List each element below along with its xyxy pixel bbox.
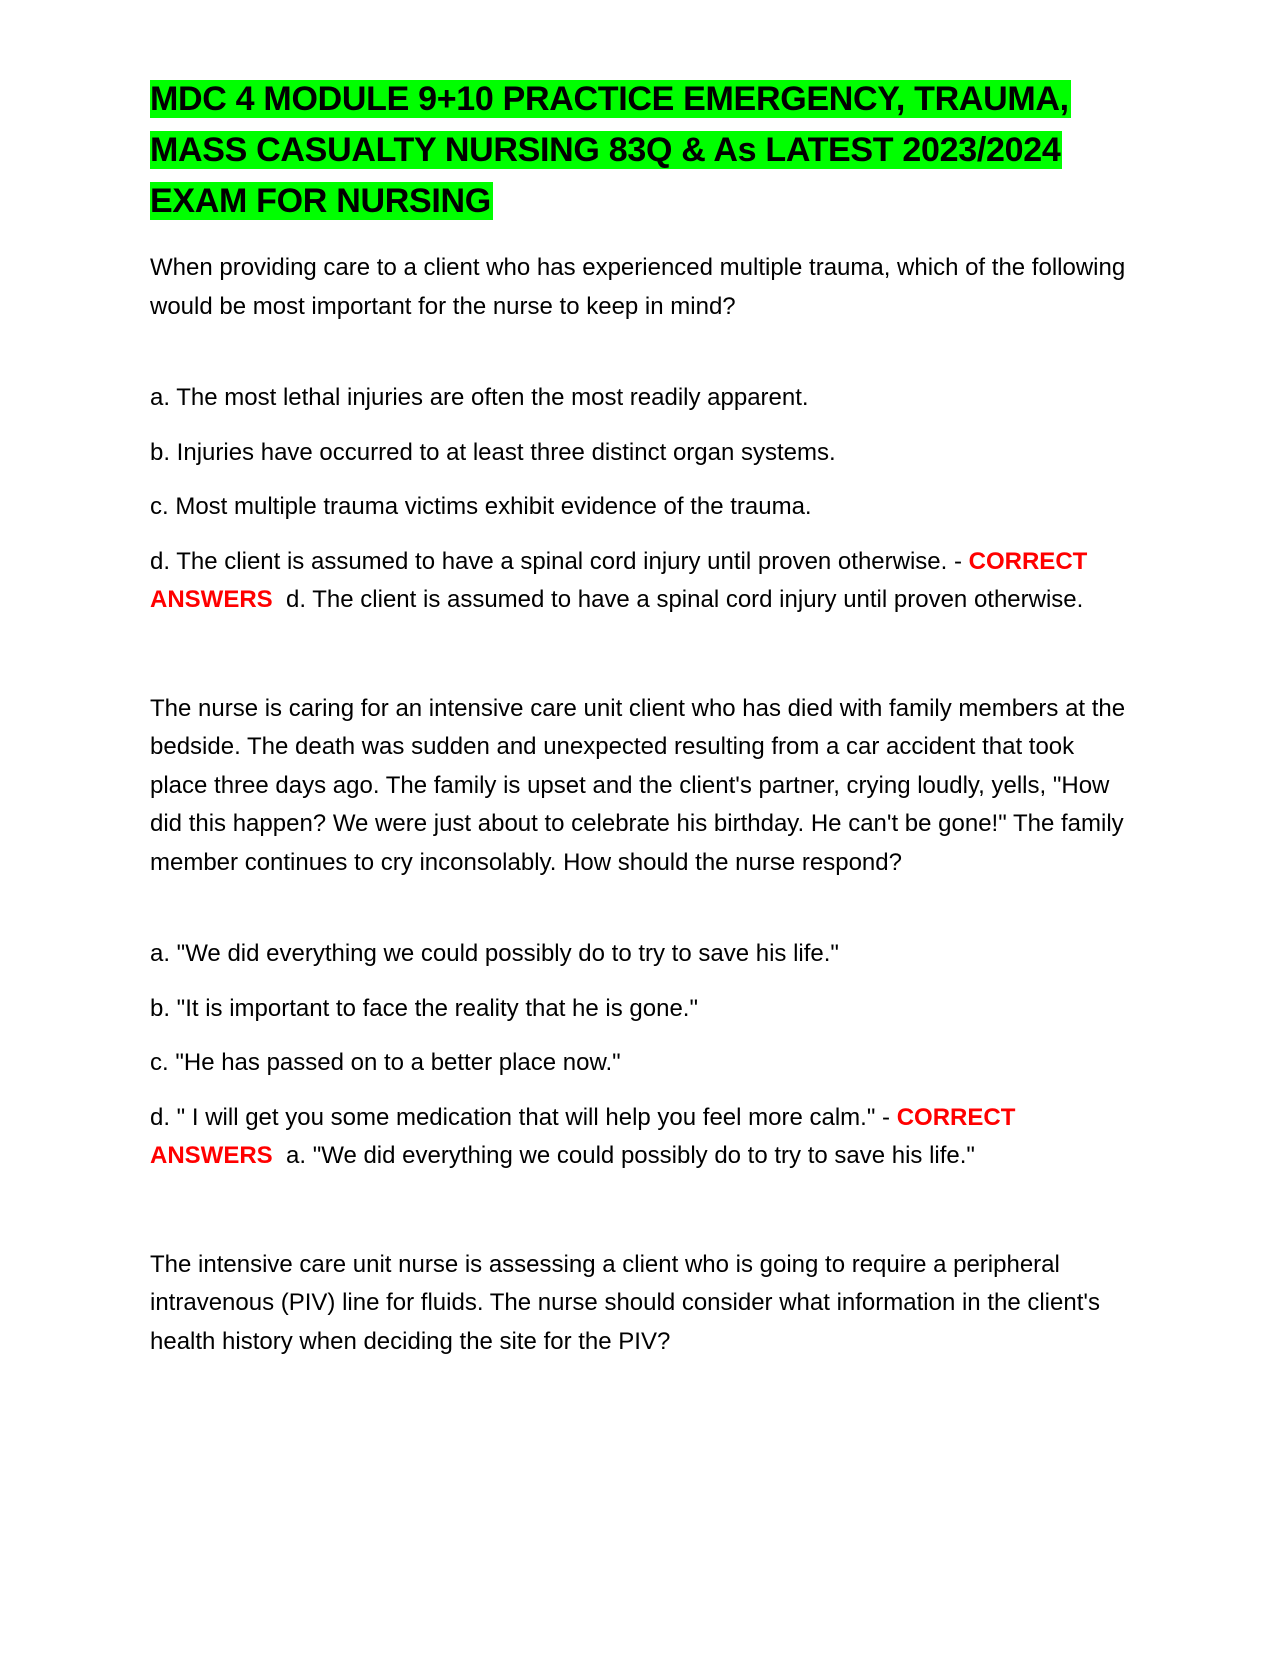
question-1-option-a: a. The most lethal injuries are often the most readily apparent.	[150, 384, 809, 411]
question-3-stem: The intensive care unit nurse is assessing a client who is going to require a peripheral intravenous (PIV) line for fluids. The nurse should consider what information in the client's health history when deciding the site for the PIV?	[150, 1250, 1100, 1355]
document-page	[150, 74, 1130, 1361]
question-2-option-c: c. "He has passed on to a better place now."	[150, 1049, 621, 1076]
question-1-stem: When providing care to a client who has experienced multiple trauma, which of the following would be most important for the nurse to keep in mind?	[150, 254, 1126, 320]
question-1-option-d-text: d. The client is assumed to have a spinal cord injury until proven otherwise. -	[150, 547, 962, 575]
question-2-option-d-text: d. " I will get you some medication that will help you feel more calm." -	[150, 1103, 891, 1131]
question-2-stem: The nurse is caring for an intensive care unit client who has died with family members at the bedside. The death was sudden and unexpected resulting from a car accident that took place three days ago. The family is upset and the client's partner, crying loudly, yells, "How did this happen? We were just about to celebrate his birthday. He can't be gone!" The family member continues to cry inconsolably. How should the nurse respond?	[150, 694, 1126, 876]
question-1-answer: d. The client is assumed to have a spinal cord injury until proven otherwise.	[286, 586, 1084, 613]
question-2-option-b: b. "It is important to face the reality that he is gone."	[150, 994, 698, 1022]
question-2-option-d	[150, 1099, 1130, 1176]
title-highlight: MDC 4 MODULE 9+10 PRACTICE EMERGENCY, TRAUMA, MASS CASUALTY NURSING 83Q & As LATEST 2023/2024 EXAM FOR NURSING	[150, 80, 1069, 220]
question-2-answer: a. "We did everything we could possibly do to try to save his life."	[286, 1142, 975, 1169]
question-2-correct-label: CORRECT ANSWERS	[150, 1103, 1016, 1169]
question-1-option-d	[150, 543, 1130, 620]
document-title	[150, 74, 1130, 227]
question-1-correct-label: CORRECT ANSWERS	[150, 547, 1088, 613]
question-2-option-a: a. "We did everything we could possibly do to try to save his life."	[150, 940, 839, 967]
question-1-option-b: b. Injuries have occurred to at least three distinct organ systems.	[150, 438, 836, 466]
question-1-option-c: c. Most multiple trauma victims exhibit evidence of the trauma.	[150, 493, 812, 520]
